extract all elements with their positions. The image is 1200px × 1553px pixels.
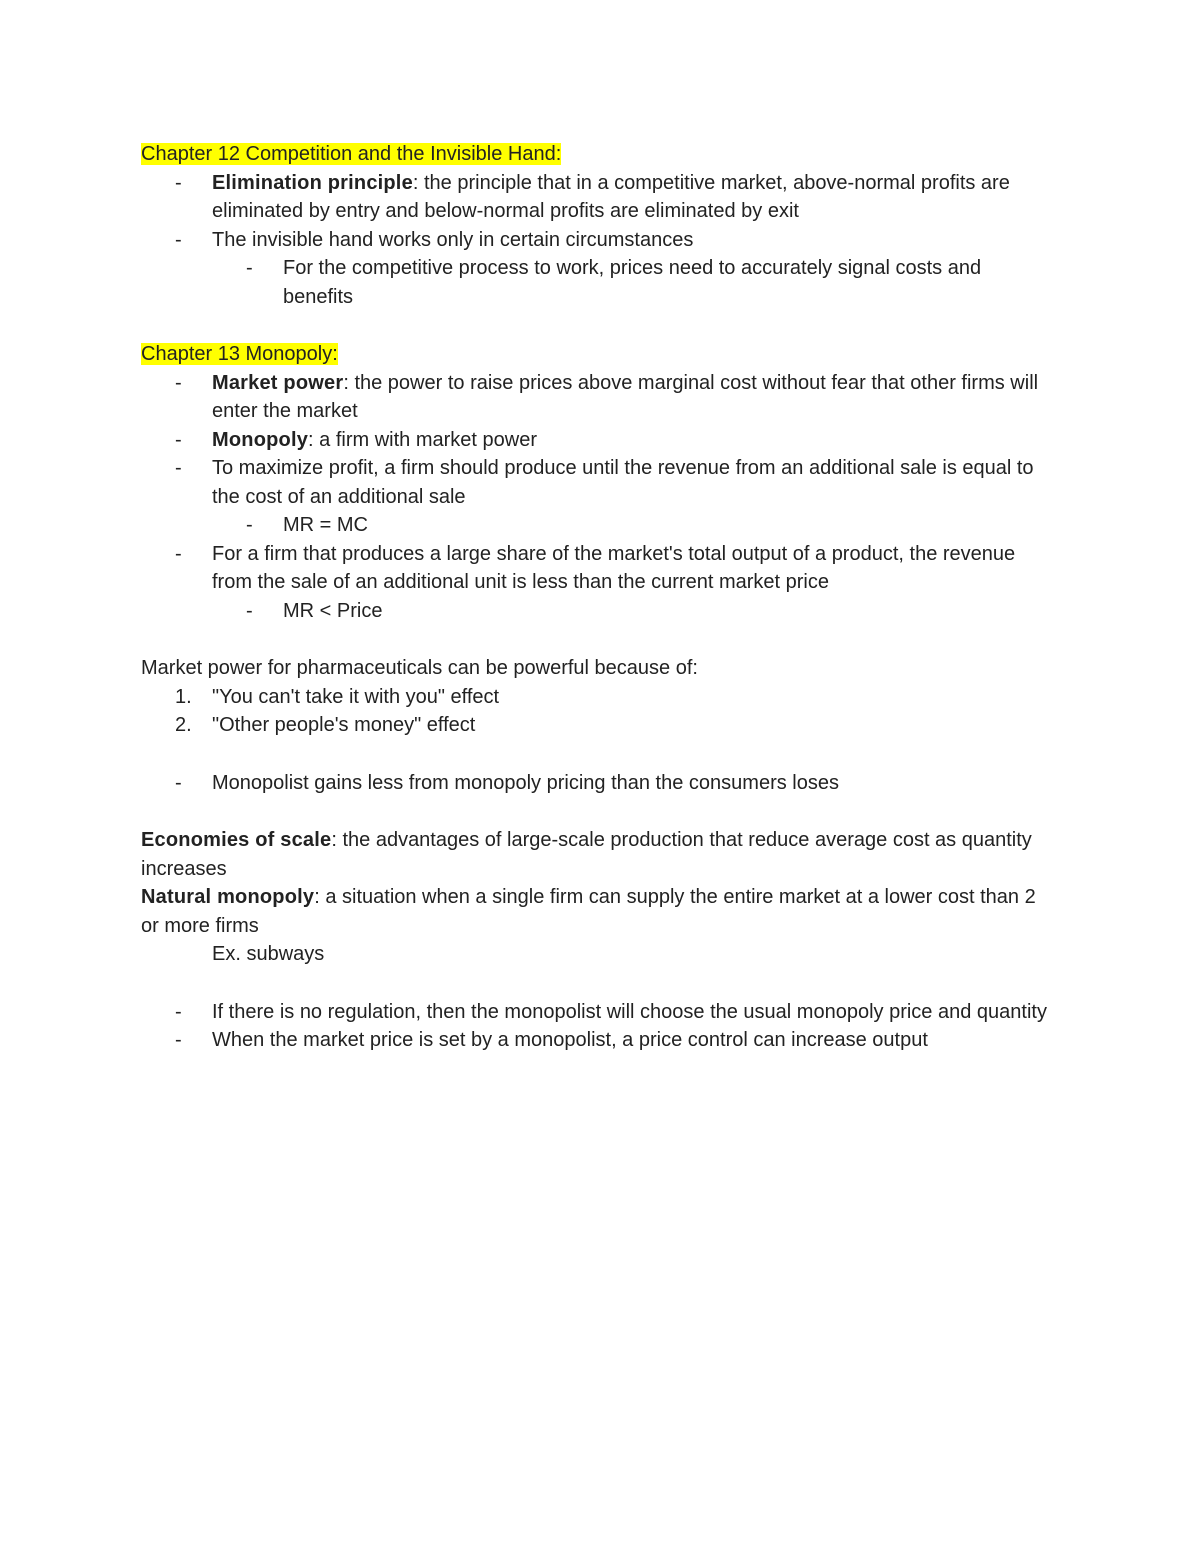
definition: : the power to raise prices above marginal cost without fear that other firms will enter the market [212, 371, 1039, 422]
list-item [141, 540, 1051, 597]
bullet-dash: - [246, 257, 253, 279]
bullet-dash: - [175, 771, 182, 794]
term: Market power [212, 371, 344, 394]
list-item [141, 254, 1051, 311]
term: Natural monopoly [141, 886, 315, 908]
bullet-dash: - [175, 171, 182, 194]
list-item-text: "You can't take it with you" effect [212, 685, 500, 708]
list-item [141, 998, 1051, 1027]
item-number: 2. [175, 714, 192, 736]
item-number: 1. [175, 685, 192, 708]
term: Economies of scale [141, 829, 332, 851]
bullet-dash: - [175, 457, 182, 479]
definition: : a firm with market power [308, 428, 537, 451]
bullet-dash: - [246, 514, 253, 536]
bullet-dash: - [175, 228, 182, 251]
highlighted-heading: Chapter 13 Monopoly: [141, 343, 338, 365]
chapter-13-heading [141, 340, 1051, 369]
term: Elimination principle [212, 171, 413, 194]
list-item-text: Monopolist gains less from monopoly pricing than the consumers loses [212, 771, 839, 794]
pharma-intro: Market power for pharmaceuticals can be powerful because of: [141, 657, 698, 679]
list-item [141, 426, 1051, 455]
list-item-text: The invisible hand works only in certain circumstances [212, 228, 694, 251]
bullet-dash: - [175, 371, 182, 394]
economies-of-scale-definition [141, 826, 1051, 883]
list-item-text: MR = MC [283, 514, 368, 536]
document-content [141, 140, 1051, 1055]
list-item [141, 226, 1051, 255]
list-item-text: For a firm that produces a large share of the market's total output of a product, the revenue from the sale of an additional unit is less than the current market price [212, 542, 1016, 593]
list-item-text: If there is no regulation, then the monopolist will choose the usual monopoly price and quantity [212, 1000, 1047, 1023]
list-item [141, 169, 1051, 226]
bullet-dash: - [175, 428, 182, 451]
bullet-dash: - [175, 1000, 182, 1023]
definition: : the advantages of large-scale production that reduce average cost as quantity increases [141, 829, 1032, 880]
list-item-text: "Other people's money" effect [212, 714, 476, 736]
term: Monopoly [212, 428, 309, 451]
list-item [141, 597, 1051, 626]
list-item-text: When the market price is set by a monopolist, a price control can increase output [212, 1029, 928, 1051]
bullet-dash: - [175, 1029, 182, 1051]
definition: : a situation when a single firm can supply the entire market at a lower cost than 2 or more firms [141, 886, 1036, 937]
natural-monopoly-definition [141, 883, 1051, 940]
list-item [141, 769, 1051, 798]
definition: : the principle that in a competitive market, above-normal profits are eliminated by entry and below-normal profits are eliminated by exit [212, 171, 1010, 222]
list-item [141, 1026, 1051, 1055]
list-item-text: MR < Price [283, 599, 383, 622]
example-line: Ex. subways [212, 943, 325, 965]
bullet-dash: - [175, 542, 182, 565]
highlighted-heading: Chapter 12 Competition and the Invisible Hand: [141, 143, 562, 165]
numbered-item [141, 683, 1051, 712]
bullet-dash: - [246, 599, 253, 622]
list-item-text: For the competitive process to work, prices need to accurately signal costs and benefits [283, 257, 982, 308]
chapter-12-heading [141, 140, 1051, 169]
list-item [141, 369, 1051, 426]
list-item-text: To maximize profit, a firm should produce until the revenue from an additional sale is equal to the cost of an additional sale [212, 457, 1034, 508]
numbered-item [141, 711, 1051, 740]
list-item [141, 511, 1051, 540]
list-item [141, 454, 1051, 511]
